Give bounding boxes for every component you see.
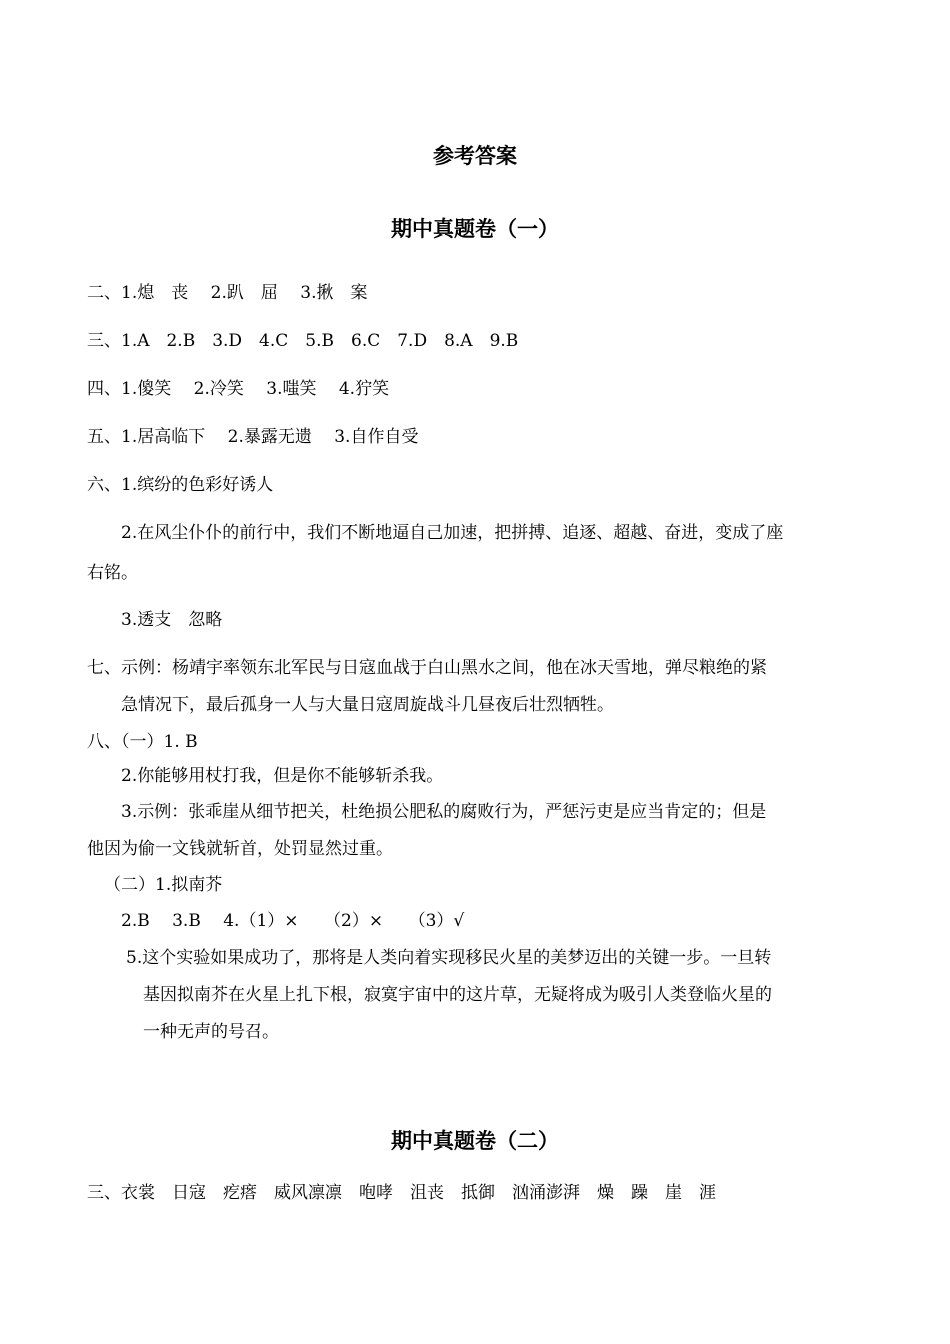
answer-line: （二）1.拟南芥 [104, 875, 223, 895]
answer-line: 基因拟南芥在火星上扎下根，寂寞宇宙中的这片草，无疑将成为吸引人类登临火星的 [143, 985, 772, 1005]
section-title-midterm-1: 期中真题卷（一） [391, 217, 559, 241]
answer-line: 3.透支 忽略 [121, 610, 223, 630]
section-title-midterm-2: 期中真题卷（二） [391, 1129, 559, 1153]
answer-line: 2.你能够用杖打我，但是你不能够斩杀我。 [121, 766, 444, 786]
answer-line: 二、1.熄 丧 2.趴 屈 3.揪 案 [87, 283, 368, 303]
answer-line: 右铭。 [87, 563, 138, 583]
answer-line: 2.B 3.B 4.（1）× （2）× （3）√ [121, 911, 465, 931]
answer-line: 七、示例：杨靖宇率领东北军民与日寇血战于白山黑水之间，他在冰天雪地，弹尽粮绝的紧 [87, 658, 767, 678]
answer-line: 三、1.A 2.B 3.D 4.C 5.B 6.C 7.D 8.A 9.B [87, 331, 519, 351]
answer-line: 六、1.缤纷的色彩好诱人 [87, 475, 274, 495]
answer-line: 三、衣裳 日寇 疙瘩 威风凛凛 咆哮 沮丧 抵御 汹涌澎湃 燥 躁 崖 涯 [87, 1183, 716, 1203]
answer-line: 八、（一）1. B [87, 732, 198, 752]
answer-line: 四、1.傻笑 2.冷笑 3.嗤笑 4.狞笑 [87, 379, 390, 399]
answer-line: 他因为偷一文钱就斩首，处罚显然过重。 [87, 839, 393, 859]
answer-line: 五、1.居高临下 2.暴露无遗 3.自作自受 [87, 427, 419, 447]
answer-line: 2.在风尘仆仆的前行中，我们不断地逼自己加速，把拼搏、追逐、超越、奋进，变成了座 [121, 523, 784, 543]
answer-line: 一种无声的号召。 [143, 1022, 279, 1042]
answer-line: 3.示例：张乖崖从细节把关，杜绝损公肥私的腐败行为，严惩污吏是应当肯定的；但是 [121, 802, 767, 822]
page-title: 参考答案 [433, 144, 517, 168]
answer-line: 急情况下，最后孤身一人与大量日寇周旋战斗几昼夜后壮烈牺牲。 [121, 695, 614, 715]
answer-line: 5.这个实验如果成功了，那将是人类向着实现移民火星的美梦迈出的关键一步。一旦转 [126, 948, 772, 968]
